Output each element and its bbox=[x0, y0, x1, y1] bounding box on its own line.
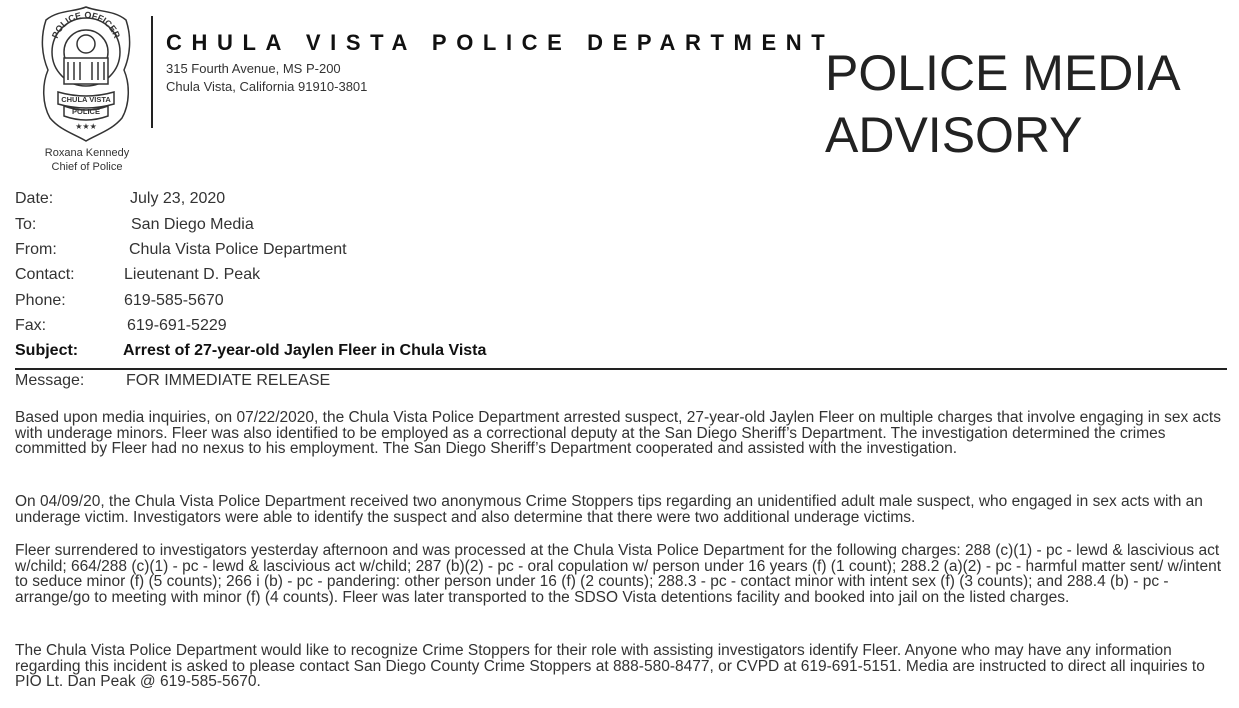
fax-value: 619-691-5229 bbox=[127, 317, 227, 334]
date-value: July 23, 2020 bbox=[130, 190, 226, 207]
header-divider bbox=[15, 368, 1227, 370]
body-paragraph-4: The Chula Vista Police Department would like to recognize Crime Stoppers for their role with assisting investigators identify Fleer. Anyone who may have any information regarding this incident is asked to please contact San Diego County Crime Stoppers at 888-580-8477, or CVPD at 619-691-5151. Media are instructed to direct all inquiries to PIO Lt. Dan Peak @ 619-585-5670. bbox=[15, 642, 1205, 690]
advisory-title bbox=[825, 42, 1181, 166]
message-label: Message: bbox=[15, 372, 85, 389]
address-line-1: 315 Fourth Avenue, MS P-200 bbox=[166, 61, 341, 76]
contact-value: Lieutenant D. Peak bbox=[124, 266, 261, 283]
phone-label: Phone: bbox=[15, 292, 66, 309]
department-address bbox=[166, 60, 367, 96]
badge-stars: ★★★ bbox=[75, 122, 97, 131]
to-label: To: bbox=[15, 216, 37, 233]
advisory-title-line-2: ADVISORY bbox=[825, 107, 1083, 163]
subject-label: Subject: bbox=[15, 342, 79, 359]
body-paragraph-3: Fleer surrendered to investigators yesterday afternoon and was processed at the Chula Vista Police Department for the following charges: 288 (c)(1) - pc - lewd & lascivious act w/child; 664/288 (c)(1) - pc - lewd & lascivious act w/child; 287 (b)(2) - pc - oral copulation w/ person under 16 years (f) (1 count); 288.2 (a)(2) - pc - harmful matter sent/ w/intent to seduce minor (f) (5 counts); 266 i (b) - pc - pandering: other person under 16 (f) (2 counts); 288.3 - pc - contact minor with intent sex (f) (3 counts); and 288.4 (b) - pc - arrange/go to meeting with minor (f) (4 counts). Fleer was later transported to the SDSO Vista detentions facility and booked into jail on the listed charges. bbox=[15, 542, 1222, 606]
police-badge-logo bbox=[38, 4, 134, 144]
chief-name: Roxana Kennedy bbox=[44, 147, 130, 159]
message-value: FOR IMMEDIATE RELEASE bbox=[126, 372, 331, 389]
badge-police-text: POLICE bbox=[72, 107, 100, 116]
chief-block bbox=[24, 146, 150, 174]
fax-label: Fax: bbox=[15, 317, 47, 334]
badge-arc-text: POLICE OFFICER bbox=[49, 9, 123, 40]
badge-city-text: CHULA VISTA bbox=[61, 95, 111, 104]
subject-value: Arrest of 27-year-old Jaylen Fleer in Chula Vista bbox=[123, 342, 487, 359]
from-label: From: bbox=[15, 241, 57, 258]
body-paragraph-1: Based upon media inquiries, on 07/22/2020, the Chula Vista Police Department arrested suspect, 27-year-old Jaylen Fleer on multiple charges that involve engaging in sex acts with underage minors. Fleer was also identified to be employed as a correctional deputy at the San Diego Sheriff’s Department. The investigation determined the crimes committed by Fleer had no nexus to his employment. The San Diego Sheriff’s Department cooperated and assisted with the investigation. bbox=[15, 409, 1221, 457]
contact-label: Contact: bbox=[15, 266, 75, 283]
advisory-title-line-1: POLICE MEDIA bbox=[825, 45, 1181, 101]
from-value: Chula Vista Police Department bbox=[129, 241, 347, 258]
chief-title: Chief of Police bbox=[51, 161, 123, 173]
date-label: Date: bbox=[15, 190, 54, 207]
body-paragraph-2: On 04/09/20, the Chula Vista Police Department received two anonymous Crime Stoppers tips regarding an unidentified adult male suspect, who engaged in sex acts with an underage victim. Investigators were able to identify the suspect and also determine that there were two additional underage victims. bbox=[15, 493, 1203, 526]
address-line-2: Chula Vista, California 91910-3801 bbox=[166, 79, 368, 94]
letterhead-divider bbox=[151, 16, 153, 128]
phone-value: 619-585-5670 bbox=[124, 292, 224, 309]
to-value: San Diego Media bbox=[131, 216, 254, 233]
department-name: CHULA VISTA POLICE DEPARTMENT bbox=[166, 30, 835, 55]
